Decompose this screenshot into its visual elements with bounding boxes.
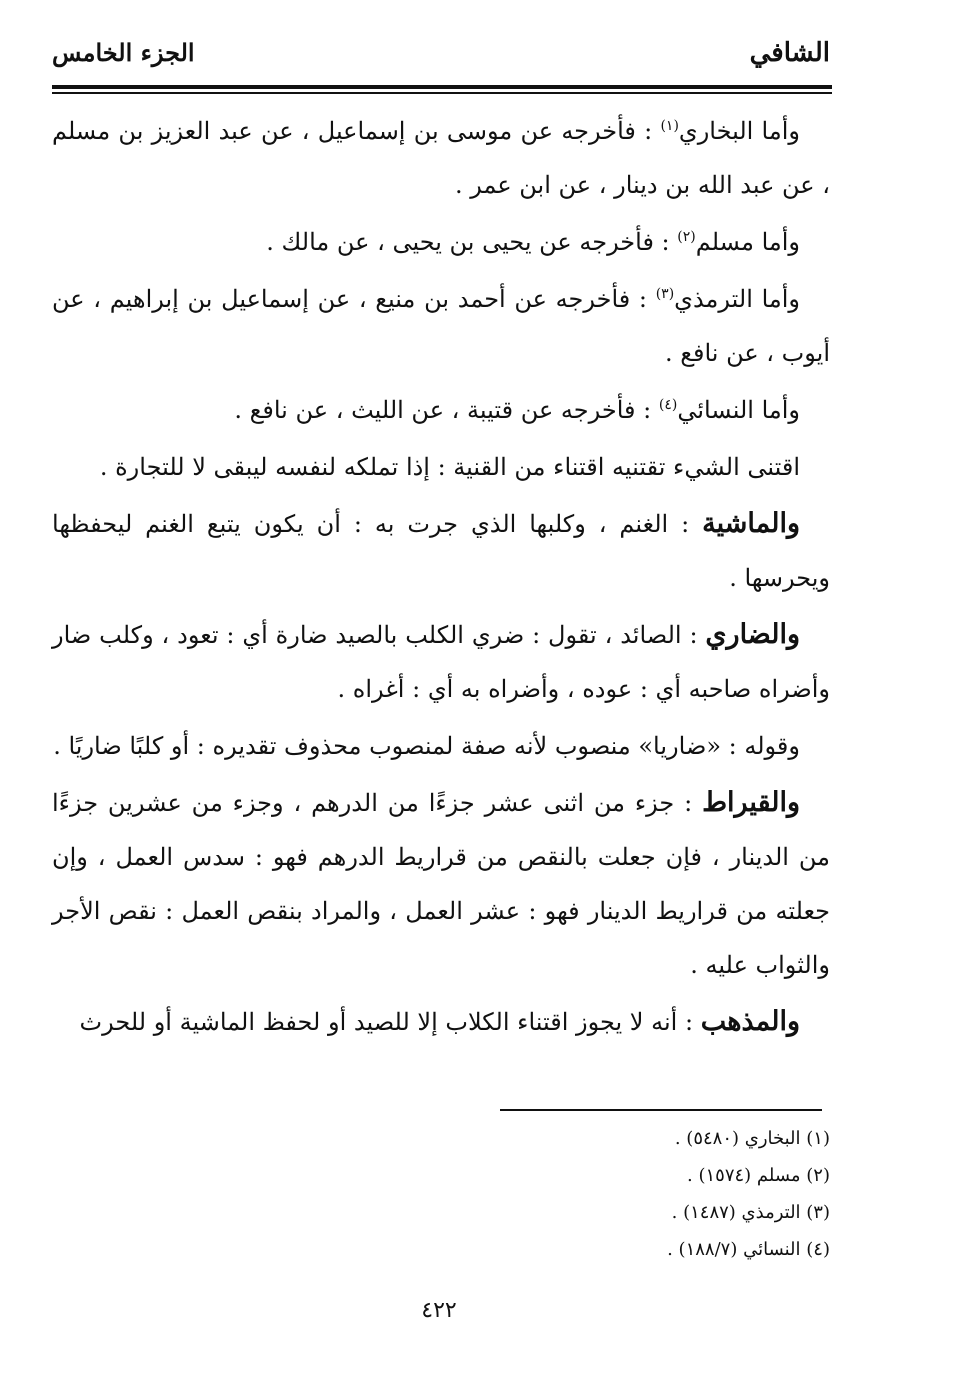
footnote-item: (٣) الترمذي (١٤٨٧) . [671,1202,830,1223]
paragraph-nasai [52,383,830,437]
book-title: الشافي [749,38,830,68]
paragraph-text: : فأخرجه عن موسى بن إسماعيل ، عن عبد العزيز بن مسلم ، عن عبد الله بن دينار ، عن ابن عمر . [52,117,830,199]
term-heading: والقيراط [702,787,801,818]
running-header [52,38,830,78]
footnote-item: (١) البخاري (٥٤٨٠) . [674,1128,830,1149]
term-heading: والضاري [705,619,800,650]
term-heading: والمذهب [700,1006,800,1037]
term-heading: والماشية [702,508,800,539]
header-rule-thin [52,92,832,94]
paragraph-text: : أنه لا يجوز اقتناء الكلاب إلا للصيد أو لحفظ الماشية أو للحرث [79,1008,701,1036]
paragraph-text: : جزء من اثنى عشر جزءًا من الدرهم ، وجزء من عشرين جزءًا من الدينار ، فإن جعلت بالنقص من قراريط الدرهم فهو : سدس العمل ، وإن جعلته من قراريط الدينار فهو : عشر العمل ، والمراد بنقص العمل : نقص الأجر والثواب عليه . [52,789,830,979]
paragraph-qirat [52,776,830,992]
paragraph-bukhari [52,104,830,212]
page-number: ٤٢٢ [421,1298,457,1323]
paragraph-text: : الغنم ، وكلبها الذي جرت به : أن يكون يتبع الغنم ليحفظها ويحرسها . [52,510,830,592]
paragraph-text: : فأخرجه عن يحيى بن يحيى ، عن مالك . [266,228,678,256]
footnote-item: (٢) مسلم (١٥٧٤) . [687,1165,830,1186]
paragraph-text: : فأخرجه عن أحمد بن منيع ، عن إسماعيل بن إبراهيم ، عن أيوب ، عن نافع . [52,285,830,367]
footnote-ref: (٢) [677,229,696,245]
paragraph-iqtina: اقتنى الشيء تقتنيه اقتناء من القنية : إذا تملكه لنفسه ليبقى لا للتجارة . [99,453,800,481]
paragraph-lead: وأما البخاري [678,117,800,145]
main-text [52,104,830,1052]
footnote-ref: (٤) [658,397,678,413]
paragraph-muslim [52,215,830,269]
footnote-ref: (١) [660,118,679,134]
paragraph-lead: وأما الترمذي [674,285,800,313]
paragraph-text: : الصائد ، تقول : ضري الكلب بالصيد ضارة أي : تعود ، وكلب ضار وأضراه صاحبه أي : عوده ، وأضراه به أي : أغراه . [52,621,830,703]
paragraph-dari [52,608,830,716]
volume-label: الجزء الخامس [52,38,195,67]
paragraph-text: : فأخرجه عن قتيبة ، عن الليث ، عن نافع . [234,396,659,424]
footnote-ref: (٣) [655,286,675,302]
footnote-separator [500,1109,822,1111]
paragraph-madhhab [52,995,830,1049]
paragraph-tirmidhi [52,272,830,380]
header-rule-thick [52,85,832,89]
paragraph-qawluhu: وقوله : «ضاريا» منصوب لأنه صفة لمنصوب محذوف تقديره : أو كلبًا ضاريًا . [53,732,800,760]
paragraph-lead: وأما مسلم [695,228,800,256]
paragraph-mashiya [52,497,830,605]
paragraph-lead: وأما النسائي [677,396,800,424]
footnotes [420,1120,830,1268]
footnote-item: (٤) النسائي (١٨٨/٧) . [667,1239,830,1260]
